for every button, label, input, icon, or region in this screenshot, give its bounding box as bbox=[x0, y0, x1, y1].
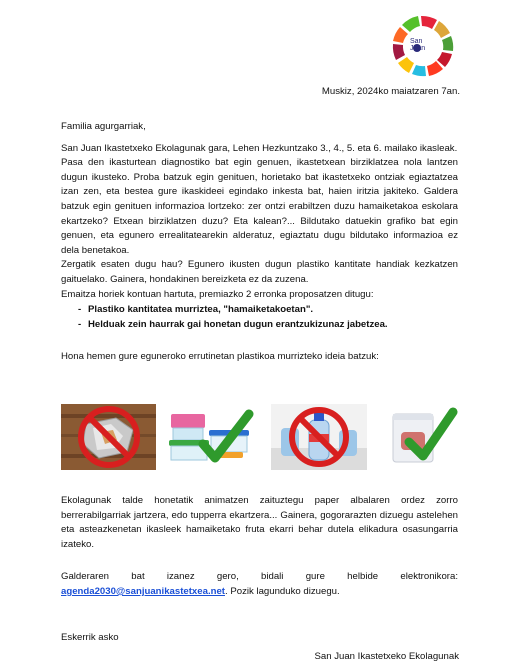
ideas-images bbox=[61, 404, 458, 474]
paragraph-challenges: Emaitza horiek kontuan hartuta, premiazko 2 erronka proposatzen ditugu: bbox=[61, 288, 374, 300]
letter-closing bbox=[61, 494, 458, 600]
plastic-bottle-prohibited-image bbox=[271, 404, 367, 470]
paragraph-concern: Zergatik esaten dugu hau? Egunero ikusten dugun plastiko kantitate handiak kezkatzen gaituelako. Gainera, hondakinen bereizketa ez da zuzena. bbox=[61, 259, 458, 285]
signature: San Juan Ikastetxeko Ekolagunak bbox=[314, 651, 459, 662]
letter-date: Muskiz, 2024ko maiatzaren 7an. bbox=[321, 86, 460, 97]
challenge-item: - Plastiko kantitatea murriztea, "hamaiketakoetan". bbox=[78, 304, 314, 316]
ideas-intro: Hona hemen gure eguneroko errutinetan plastikoa murrizteko ideia batzuk: bbox=[61, 351, 379, 363]
paragraph-intro: San Juan Ikastetxeko Ekolagunak gara, Lehen Hezkuntzako 3., 4., 5. eta 6. mailako ikasleak. bbox=[61, 142, 458, 154]
email-link[interactable]: agenda2030@sanjuanikastetxea.net bbox=[61, 585, 225, 597]
thanks-text: Eskerrik asko bbox=[61, 632, 119, 643]
challenge-list bbox=[61, 303, 458, 332]
contact-text: Galderaren bat izanez gero, bidali gure helbide elektronikora: bbox=[61, 571, 458, 583]
letter-body bbox=[61, 120, 458, 365]
paragraph-contact bbox=[61, 570, 458, 599]
logo-text bbox=[410, 38, 425, 52]
logo-word-juan: Juan bbox=[410, 45, 426, 52]
tupperware-approved-image bbox=[165, 404, 261, 470]
aluminum-foil-prohibited-image bbox=[61, 404, 156, 470]
contact-text-end: . Pozik lagunduko dizuegu. bbox=[225, 585, 340, 597]
paragraph-diagnosis: Pasa den ikasturtean diagnostiko bat egin genuen, ikastetxean birziklatzea nola lantzen dugun ikusteko. Proba batzuk egin genituen, horietako bat ikastetxeko ontziak egiaztatzea izan zen, eta bestea gure ikaskideei egindako inkesta bat, haien iritzia jakiteko. Galdera batzuk egin genituen informazioa lortzeko: zer ontzi erabiltzen duzu hamaiketakoa eskolara ekartzeko? Etxean birziklatzen duzu? Eta kalean?... Bildutako datuekin grafiko bat egin genuen, eta egunero errealitatearekin alderatuz, egiaztatu dugu bildutako informazioa ez dela benetakoa. bbox=[61, 157, 458, 256]
logo-word-san: San bbox=[410, 38, 423, 45]
paragraph-encourage: Ekolagunak talde honetatik animatzen zaituztegu paper albalaren ordez zorro berrerabilgarriak jartzera, edo tupperra ekartzera... Gainera, gogorarazten dizuegu astelehen eta asteazkenetan ikasleek hamaiketako fruta ekarri behar dutela elikadura osasungarria izateko. bbox=[61, 495, 458, 550]
greeting: Familia agurgarriak, bbox=[61, 121, 146, 132]
challenge-item: - Helduak zein haurrak gai honetan dugun erantzukizunaz jabetzea. bbox=[78, 318, 388, 330]
reusable-bag-approved-image bbox=[387, 404, 459, 470]
